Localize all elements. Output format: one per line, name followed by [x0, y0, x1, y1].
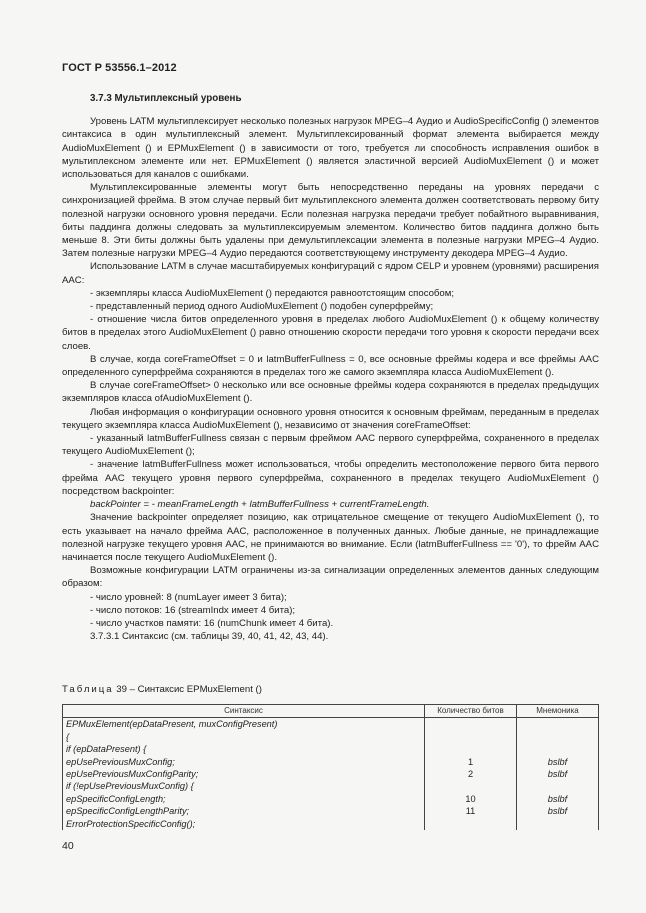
list-item: - число потоков: 16 (streamIndx имеет 4 бита); — [90, 604, 296, 616]
table-row — [63, 768, 599, 780]
section-title: 3.7.3 Мультиплексный уровень — [90, 93, 242, 104]
table-row — [63, 818, 599, 830]
paragraph: Мультиплексированные элементы могут быть непосредственно переданы на уровнях передачи с синхронизацией фрейма. В этом случае первый бит мультиплексного элемента должен соответствовать первому биту полезной нагрузки основного уровня передачи. Если полезная нагрузка передачи требует побайтного выравнивания, биты паддинга должны следовать за мультиплексируемым элементом. Количество битов паддинга должно быть меньше 8. Эти биты должны быть удалены при демультиплексации элемента в полезные нагрузки MPEG–4 Аудио. Затем полезные нагрузки MPEG–4 Аудио передаются соответствующему инструменту декодера MPEG–4 Аудио. — [62, 182, 599, 260]
table-row — [63, 805, 599, 817]
column-header-bits: Количество битов — [425, 705, 517, 718]
table-row — [63, 731, 599, 743]
bits-cell: 1 — [425, 756, 517, 768]
formula: backPointer = - meanFrameLength + latmBufferFullness + currentFrameLength. — [90, 499, 430, 511]
mnemonic-cell: bslbf — [517, 768, 599, 780]
table-row — [63, 756, 599, 768]
bits-cell — [425, 818, 517, 830]
paragraph: В случае, когда coreFrameOffset = 0 и latmBufferFullness = 0, все основные фреймы кодера и все фреймы AAC определенного суперфрейма сохраняются в пределах того же самого экземпляра класса AudioMuxElement (). — [62, 353, 599, 379]
bits-cell — [425, 743, 517, 755]
paragraph: В случае coreFrameOffset> 0 несколько или все основные фреймы кодера сохраняются в пределах предыдущих экземпляров класса ofAudioMuxElement (). — [62, 380, 599, 405]
syntax-cell: epSpecificConfigLength; — [63, 793, 425, 805]
list-item: - число уровней: 8 (numLayer имеет 3 бита); — [90, 591, 287, 603]
paragraph: Использование LATM в случае масштабируемых конфигураций с ядром CELP и уровнем (уровнями) расширения AAC: — [62, 261, 599, 286]
mnemonic-cell — [517, 780, 599, 792]
subsection-heading: 3.7.3.1 Синтаксис (см. таблицы 39, 40, 41, 42, 43, 44). — [90, 631, 329, 643]
bits-cell: 10 — [425, 793, 517, 805]
syntax-cell: { — [63, 731, 425, 743]
paragraph: Возможные конфигурации LATM ограничены из-за сигнализации определенных элементов данных следующим образом: — [62, 565, 599, 590]
column-header-syntax: Синтаксис — [63, 705, 425, 718]
bits-cell — [425, 718, 517, 731]
mnemonic-cell — [517, 818, 599, 830]
bits-cell: 2 — [425, 768, 517, 780]
list-item: - экземпляры класса AudioMuxElement () передаются равноотстоящим способом; — [90, 287, 455, 299]
table-header-row — [63, 705, 599, 718]
syntax-cell: ErrorProtectionSpecificConfig(); — [63, 818, 425, 830]
mnemonic-cell: bslbf — [517, 793, 599, 805]
syntax-cell: if (epDataPresent) { — [63, 743, 425, 755]
column-header-mnemonic: Мнемоника — [517, 705, 599, 718]
document-body — [62, 88, 599, 643]
table-row — [63, 793, 599, 805]
table-caption — [62, 684, 262, 695]
mnemonic-cell — [517, 743, 599, 755]
table-caption-prefix: Таблица — [62, 684, 114, 695]
bits-cell — [425, 731, 517, 743]
table-caption-text: 39 – Синтаксис EPMuxElement () — [116, 684, 262, 695]
bits-cell: 11 — [425, 805, 517, 817]
table-row — [63, 718, 599, 731]
syntax-table — [62, 704, 599, 830]
paragraph: Значение backpointer определяет позицию, как отрицательное смещение от текущего AudioMuxElement (), то есть указывает на начало фрейма AAC, расположенное в полученных данных. Любые данные, не принадлежащие полезной нагрузке текущего уровня AAC, не принимаются во внимание. Если (latmBufferFullness == '0'), то фрейм AAC начинается после текущего AudioMuxElement (). — [62, 512, 599, 563]
page-number: 40 — [62, 840, 74, 852]
mnemonic-cell: bslbf — [517, 756, 599, 768]
list-item: - указанный latmBufferFullness связан с первым фреймом AAC первого суперфрейма, сохраненного в пределах текущего AudioMuxElement (); — [62, 433, 599, 458]
mnemonic-cell — [517, 718, 599, 731]
paragraph: Уровень LATM мультиплексирует несколько полезных нагрузок MPEG–4 Аудио и AudioSpecificConfig () элементов синтаксиса в один мультиплексный элемент. Мультиплексированный формат элемента выбирается между AudioMuxElement () и EPMuxElement () в зависимости от того, требуется ли способность исправления ошибок в мультиплексном элементе или нет. EPMuxElement () является эластичной версией AudioMuxElement () и может использоваться для каналов с ошибками. — [62, 116, 599, 181]
list-item: - значение latmBufferFullness может использоваться, чтобы определить местоположение первого бита первого фрейма AAC текущего уровня первого суперфрейма, сохраненного в пределах текущего AudioMuxElement () посредством backpointer: — [62, 459, 599, 497]
syntax-cell: epUsePreviousMuxConfigParity; — [63, 768, 425, 780]
paragraph: Любая информация о конфигурации основного уровня относится к основным фреймам, переданным в пределах текущего экземпляра класса AudioMuxElement (), независимо от значения coreFrameOffset: — [62, 406, 599, 431]
table-row — [63, 780, 599, 792]
table-row — [63, 743, 599, 755]
document-standard-id: ГОСТ Р 53556.1–2012 — [62, 62, 177, 74]
syntax-cell: epUsePreviousMuxConfig; — [63, 756, 425, 768]
mnemonic-cell — [517, 731, 599, 743]
syntax-cell: epSpecificConfigLengthParity; — [63, 805, 425, 817]
list-item: - число участков памяти: 16 (numChunk имеет 4 бита). — [90, 617, 334, 629]
syntax-cell: if (!epUsePreviousMuxConfig) { — [63, 780, 425, 792]
mnemonic-cell: bslbf — [517, 805, 599, 817]
list-item: - отношение числа битов определенного уровня в пределах любого AudioMuxElement () к общему количеству битов в пределах этого AudioMuxElement () равно отношению скорости передачи того уровня к скорости передачи всех слоев. — [62, 314, 599, 352]
list-item: - представленный период одного AudioMuxElement () подобен суперфрейму; — [90, 301, 434, 313]
syntax-cell: EPMuxElement(epDataPresent, muxConfigPresent) — [63, 718, 425, 731]
bits-cell — [425, 780, 517, 792]
